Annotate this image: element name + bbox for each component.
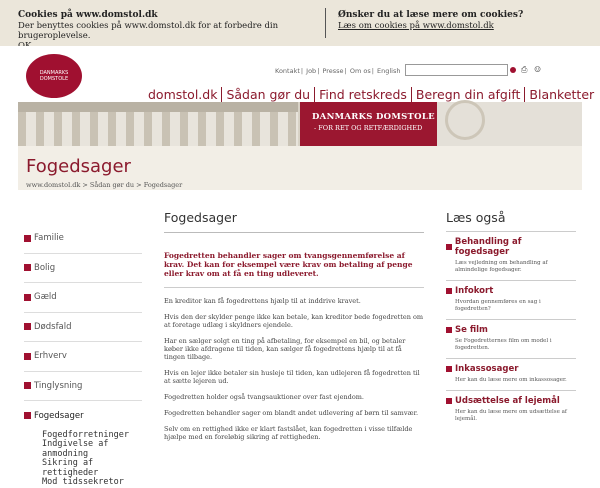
bullet-icon — [446, 288, 452, 294]
divider — [325, 8, 326, 38]
bullet-icon — [446, 327, 452, 333]
banner-ornament — [437, 102, 582, 146]
banner-subtitle: - FOR RET OG RETFÆRDIGHED — [314, 124, 423, 132]
related-desc: Her kan du læse mere om udsættelse af lejemål. — [455, 409, 567, 422]
nav-saadan-goer-du[interactable]: Sådan gør du — [221, 87, 314, 103]
sidebar-item-gaeld[interactable] — [24, 283, 142, 313]
user-icon[interactable]: ☺ — [534, 65, 542, 74]
sidebar-item-label: Familie — [34, 233, 64, 244]
related-item[interactable] — [446, 231, 576, 280]
nav-find-retskreds[interactable]: Find retskreds — [314, 87, 411, 103]
bullet-icon — [24, 382, 31, 389]
paragraph: Har en sælger solgt en ting på afbetaling, for eksempel en bil, og betaler køber ikke afdragene til tiden, kan sælger få fogedrettens hjælp til at få tingen tilbage. — [164, 337, 406, 361]
bullet-icon — [24, 235, 31, 242]
divider — [164, 287, 424, 288]
related-sidebar — [446, 210, 576, 429]
related-title[interactable]: Se film — [455, 325, 488, 335]
paragraph: Hvis en lejer ikke betaler sin husleje til tiden, kan udlejeren få fogedretten til at sætte lejeren ud. — [164, 369, 420, 385]
sidebar — [24, 224, 142, 488]
banner-title: DANMARKS DOMSTOLE — [312, 112, 435, 122]
related-title[interactable]: Udsættelse af lejemål — [455, 396, 560, 406]
related-heading: Læs også — [446, 210, 506, 225]
ornament-icon — [445, 100, 485, 140]
bullet-icon — [24, 323, 31, 330]
cookie-more-title: Ønsker du at læse mere om cookies? — [338, 10, 524, 20]
lead-text: Fogedretten behandler sager om tvangsgennemførelse af krav. Det kan for eksempel være krav om betaling af penge eller krav om at få en ting udleveret. — [164, 251, 413, 278]
banner-title-box — [300, 102, 437, 146]
sidebar-subitem[interactable]: Mod tidssekretor — [42, 477, 124, 487]
related-title[interactable]: Behandling af fogedsager — [454, 237, 522, 257]
related-item[interactable] — [446, 319, 576, 358]
page-title: Fogedsager — [26, 156, 131, 177]
main-content — [164, 210, 424, 449]
top-link-om-os[interactable]: Om os — [349, 67, 371, 75]
page — [18, 46, 595, 487]
sidebar-item-label: Gæld — [34, 292, 57, 303]
top-bar — [18, 46, 595, 102]
breadcrumb[interactable]: www.domstol.dk > Sådan gør du > Fogedsager — [26, 181, 183, 189]
sidebar-subitem[interactable]: Sikring af rettigheder — [42, 458, 99, 478]
bullet-icon — [446, 398, 452, 404]
related-desc: Her kan du læse mere om inkassosager. — [455, 377, 567, 383]
sidebar-item-label: Bolig — [34, 262, 56, 273]
cookie-text: Der benyttes cookies på www.domstol.dk for at forbedre din brugeroplevelse. — [18, 21, 279, 41]
top-links: Kontakt| Job| Presse| Om os| English — [275, 67, 401, 75]
sidebar-item-familie[interactable] — [24, 224, 142, 254]
logo-text: DANMARKS DOMSTOLE — [39, 70, 69, 82]
related-item[interactable] — [446, 280, 576, 319]
bullet-icon — [24, 264, 31, 271]
page-header — [18, 146, 582, 190]
related-desc: Læs vejledning om behandling af almindelige fogedsager. — [455, 260, 548, 273]
related-desc: Hvordan gennemføres en sag i fogedretten? — [455, 299, 541, 312]
top-link-english[interactable]: English — [376, 67, 401, 75]
sidebar-item-tinglysning[interactable] — [24, 372, 142, 402]
paragraph: Fogedretten holder også tvangsauktioner over fast ejendom. — [164, 393, 364, 401]
cookie-read-more-link[interactable]: Læs om cookies på www.domstol.dk — [338, 21, 494, 31]
sidebar-item-label: Erhverv — [34, 351, 67, 362]
top-link-job[interactable]: Job — [306, 67, 317, 75]
paragraph: Fogedretten behandler sager om blandt andet udlevering af børn til samvær. — [164, 409, 419, 417]
sidebar-item-fogedsager[interactable] — [24, 401, 142, 431]
sidebar-subitem[interactable]: Indgivelse af anmodning — [42, 439, 109, 459]
bullet-icon — [24, 412, 31, 419]
logo[interactable] — [26, 54, 82, 98]
print-icon[interactable]: ⎙ — [521, 65, 528, 74]
nav-domstol[interactable]: domstol.dk — [148, 87, 218, 102]
main-nav — [144, 87, 598, 103]
content-heading: Fogedsager — [164, 210, 424, 233]
cookie-title: Cookies på www.domstol.dk — [18, 10, 158, 20]
banner — [18, 102, 582, 146]
nav-beregn-afgift[interactable]: Beregn din afgift — [411, 87, 525, 103]
sidebar-subitem[interactable]: Fogedforretninger — [42, 429, 129, 440]
related-desc: Se Fogedretternes film om model i fogedretten. — [455, 338, 552, 351]
search-input[interactable] — [405, 64, 508, 76]
paragraph: Hvis den der skylder penge ikke kan betale, kan kreditor bede fogedretten om at foretage udlæg i skyldners ejendele. — [164, 313, 424, 329]
sidebar-item-label: Dødsfald — [34, 321, 72, 332]
top-link-presse[interactable]: Presse — [322, 67, 344, 75]
sidebar-item-bolig[interactable] — [24, 254, 142, 284]
top-link-kontakt[interactable]: Kontakt — [275, 67, 300, 75]
related-title[interactable]: Infokort — [455, 286, 494, 296]
sidebar-item-label: Tinglysning — [34, 380, 83, 391]
banner-roof — [18, 102, 298, 112]
cookie-banner — [0, 0, 600, 46]
bullet-icon — [24, 353, 31, 360]
paragraph: Selv om en rettighed ikke er klart fastslået, kan fogedretten i visse tilfælde hjælpe med en foreløbig sikring af rettigheden. — [164, 425, 413, 441]
related-title[interactable]: Inkassosager — [455, 364, 519, 374]
bullet-icon — [446, 366, 452, 372]
sidebar-item-erhverv[interactable] — [24, 342, 142, 372]
nav-blanketter[interactable]: Blanketter — [524, 87, 598, 103]
sidebar-item-label: Fogedsager — [34, 410, 84, 421]
related-item[interactable] — [446, 358, 576, 390]
search-button[interactable] — [510, 67, 516, 73]
bullet-icon — [24, 294, 31, 301]
paragraph: En kreditor kan få fogedrettens hjælp til at inddrive kravet. — [164, 297, 361, 305]
related-item[interactable] — [446, 390, 576, 429]
sidebar-item-doedsfald[interactable] — [24, 313, 142, 343]
bullet-icon — [446, 244, 452, 250]
